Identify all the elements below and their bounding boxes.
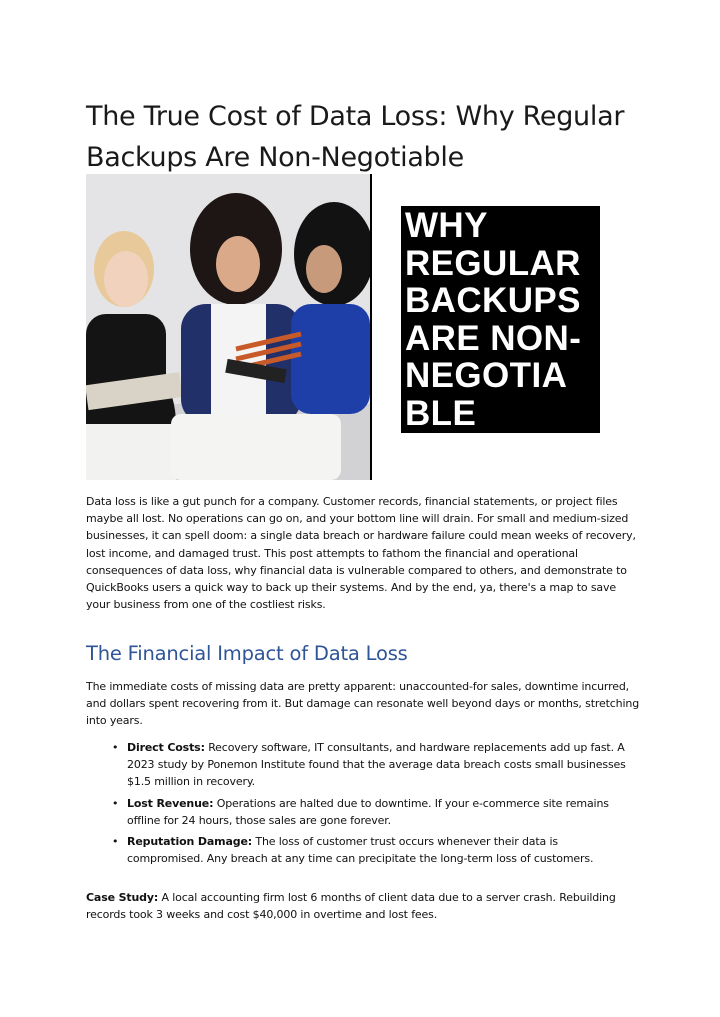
bullet-text: Operations are halted due to downtime. If your e-commerce site remains offline for 24 hours, those sales are gone forever. (127, 796, 609, 827)
bullet-label: Reputation Damage: (127, 835, 253, 849)
page-title: The True Cost of Data Loss: Why Regular Backups Are Non-Negotiable (86, 101, 625, 173)
bullet-label: Direct Costs: (127, 741, 205, 754)
case-study-label: Case Study: (86, 891, 159, 904)
case-study-paragraph (86, 889, 642, 923)
bullet-list (110, 739, 630, 871)
bullet-text: Recovery software, IT consultants, and hardware replacements add up fast. A 2023 study by Ponemon Institute found that the average data breach costs small businesses $1.5 million in recovery. (127, 741, 626, 789)
hero-photo (86, 174, 370, 480)
bullet-icon: • (112, 796, 119, 810)
bullet-label: Lost Revenue: (127, 796, 214, 810)
list-item (110, 739, 630, 791)
banner-line: BLE (405, 393, 477, 433)
banner-box (401, 206, 600, 433)
people-collaborating-image (86, 174, 370, 480)
banner-line: REGULAR (405, 243, 581, 283)
bullet-text: The loss of customer trust occurs whenever their data is compromised. Any breach at any time can precipitate the long-term loss of customers. (127, 835, 594, 866)
banner-line: WHY (405, 206, 488, 245)
list-item (110, 795, 630, 829)
case-study-text: A local accounting firm lost 6 months of client data due to a server crash. Rebuilding records took 3 weeks and cost $40,000 in overtime and lost fees. (86, 891, 616, 922)
banner-line: NEGOTIA (405, 356, 568, 395)
photo-divider (370, 174, 372, 480)
section-heading: The Financial Impact of Data Loss (86, 642, 408, 665)
bullet-icon: • (112, 741, 119, 754)
list-item (110, 833, 630, 867)
intro-paragraph: Data loss is like a gut punch for a company. Customer records, financial statements, or project files maybe all lost. No operations can go on, and your bottom line will drain. For small and medium-sized businesses, it can spell doom: a single data breach or hardware failure could mean weeks of recovery, lost income, and damaged trust. This post attempts to fathom the financial and operational consequences of data loss, why financial data is vulnerable compared to others, and demonstrate to QuickBooks users a quick way to back up their systems. And by the end, ya, there's a map to save your business from one of the costliest risks. (86, 495, 636, 612)
banner-line: ARE NON- (405, 318, 582, 358)
section-lead-paragraph: The immediate costs of missing data are pretty apparent: unaccounted-for sales, downtime incurred, and dollars spent recovering from it. But damage can resonate well beyond days or months, stretching into years. (86, 680, 640, 728)
bullet-icon: • (112, 835, 119, 849)
banner-line: BACKUPS (405, 281, 581, 320)
